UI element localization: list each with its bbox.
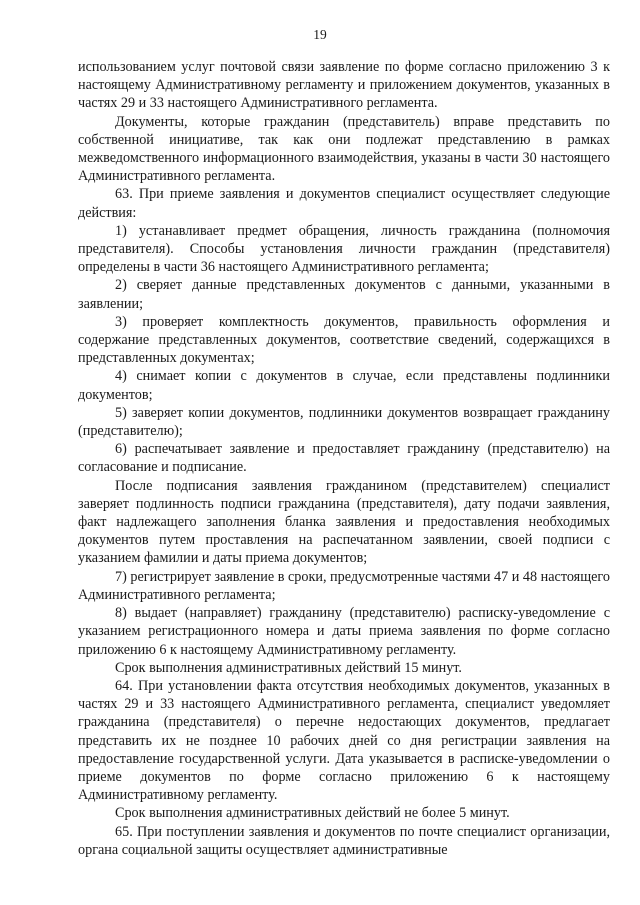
paragraph-time-limit-15: Срок выполнения административных действий 15 минут.	[115, 659, 462, 676]
paragraph-section-64: 64. При установлении факта отсутствия необходимых документов, указанных в частях 29 и 33 настоящего Административного регламента, специалист уведомляет гражданина (представителя) о перечне недостающих документов, предлагает представить их не позднее 10 рабочих дней со дня регистрации заявления на предоставление государственной услуги. Дата указывается в расписке-уведомлении о приеме документов по форме согласно приложению 6 к настоящему Административному регламенту.	[78, 677, 610, 804]
list-item-63-1: 1) устанавливает предмет обращения, личность гражданина (полномочия представителя). Способы установления личности гражданин (представителя) определены в части 36 настоящего Административного регламента;	[78, 222, 610, 276]
document-body	[78, 58, 610, 859]
paragraph-time-limit-5: Срок выполнения административных действий не более 5 минут.	[115, 805, 510, 822]
list-item-63-3: 3) проверяет комплектность документов, правильность оформления и содержание представленных документов, соответствие сведений, содержащихся в представленных документах;	[78, 313, 610, 367]
list-item-63-8: 8) выдает (направляет) гражданину (представителю) расписку-уведомление с указанием регистрационного номера и даты приема заявления по форме согласно приложению 6 к настоящему Административному регламенту.	[78, 605, 610, 658]
list-item-63-4: 4) снимает копии с документов в случае, если представлены подлинники документов;	[78, 368, 610, 403]
page-number: 19	[313, 27, 327, 42]
paragraph-optional-documents: Документы, которые гражданин (представитель) вправе представить по собственной инициативе, так как они подлежат представлению в рамках межведомственного информационного взаимодействия, указаны в части 30 настоящего Административного регламента.	[78, 113, 610, 185]
list-item-63-2: 2) сверяет данные представленных документов с данными, указанными в заявлении;	[78, 277, 610, 312]
paragraph-continuation: использованием услуг почтовой связи заявление по форме согласно приложению 3 к настоящему Административному регламенту и приложением документов, указанных в частях 29 и 33 настоящего Административного регламента.	[78, 59, 610, 112]
list-item-63-5: 5) заверяет копии документов, подлинники документов возвращает гражданину (представителю);	[78, 404, 610, 440]
list-item-63-7: 7) регистрирует заявление в сроки, предусмотренные частями 47 и 48 настоящего Административного регламента;	[78, 568, 610, 603]
list-item-63-6: 6) распечатывает заявление и предоставляет гражданину (представителю) на согласование и подписание.	[78, 441, 610, 476]
paragraph-section-63: 63. При приеме заявления и документов специалист осуществляет следующие действия:	[78, 186, 610, 221]
paragraph-section-65: 65. При поступлении заявления и документов по почте специалист организации, органа социальной защиты осуществляет административные	[78, 823, 610, 858]
paragraph-after-signing: После подписания заявления гражданином (представителем) специалист заверяет подлинность подписи гражданина (представителя), дату подачи заявления, факт надлежащего заполнения бланка заявления и предоставления необходимых документов путем проставления на распечатанном заявлении, своей подписи с указанием фамилии и даты приема документов;	[78, 477, 610, 567]
